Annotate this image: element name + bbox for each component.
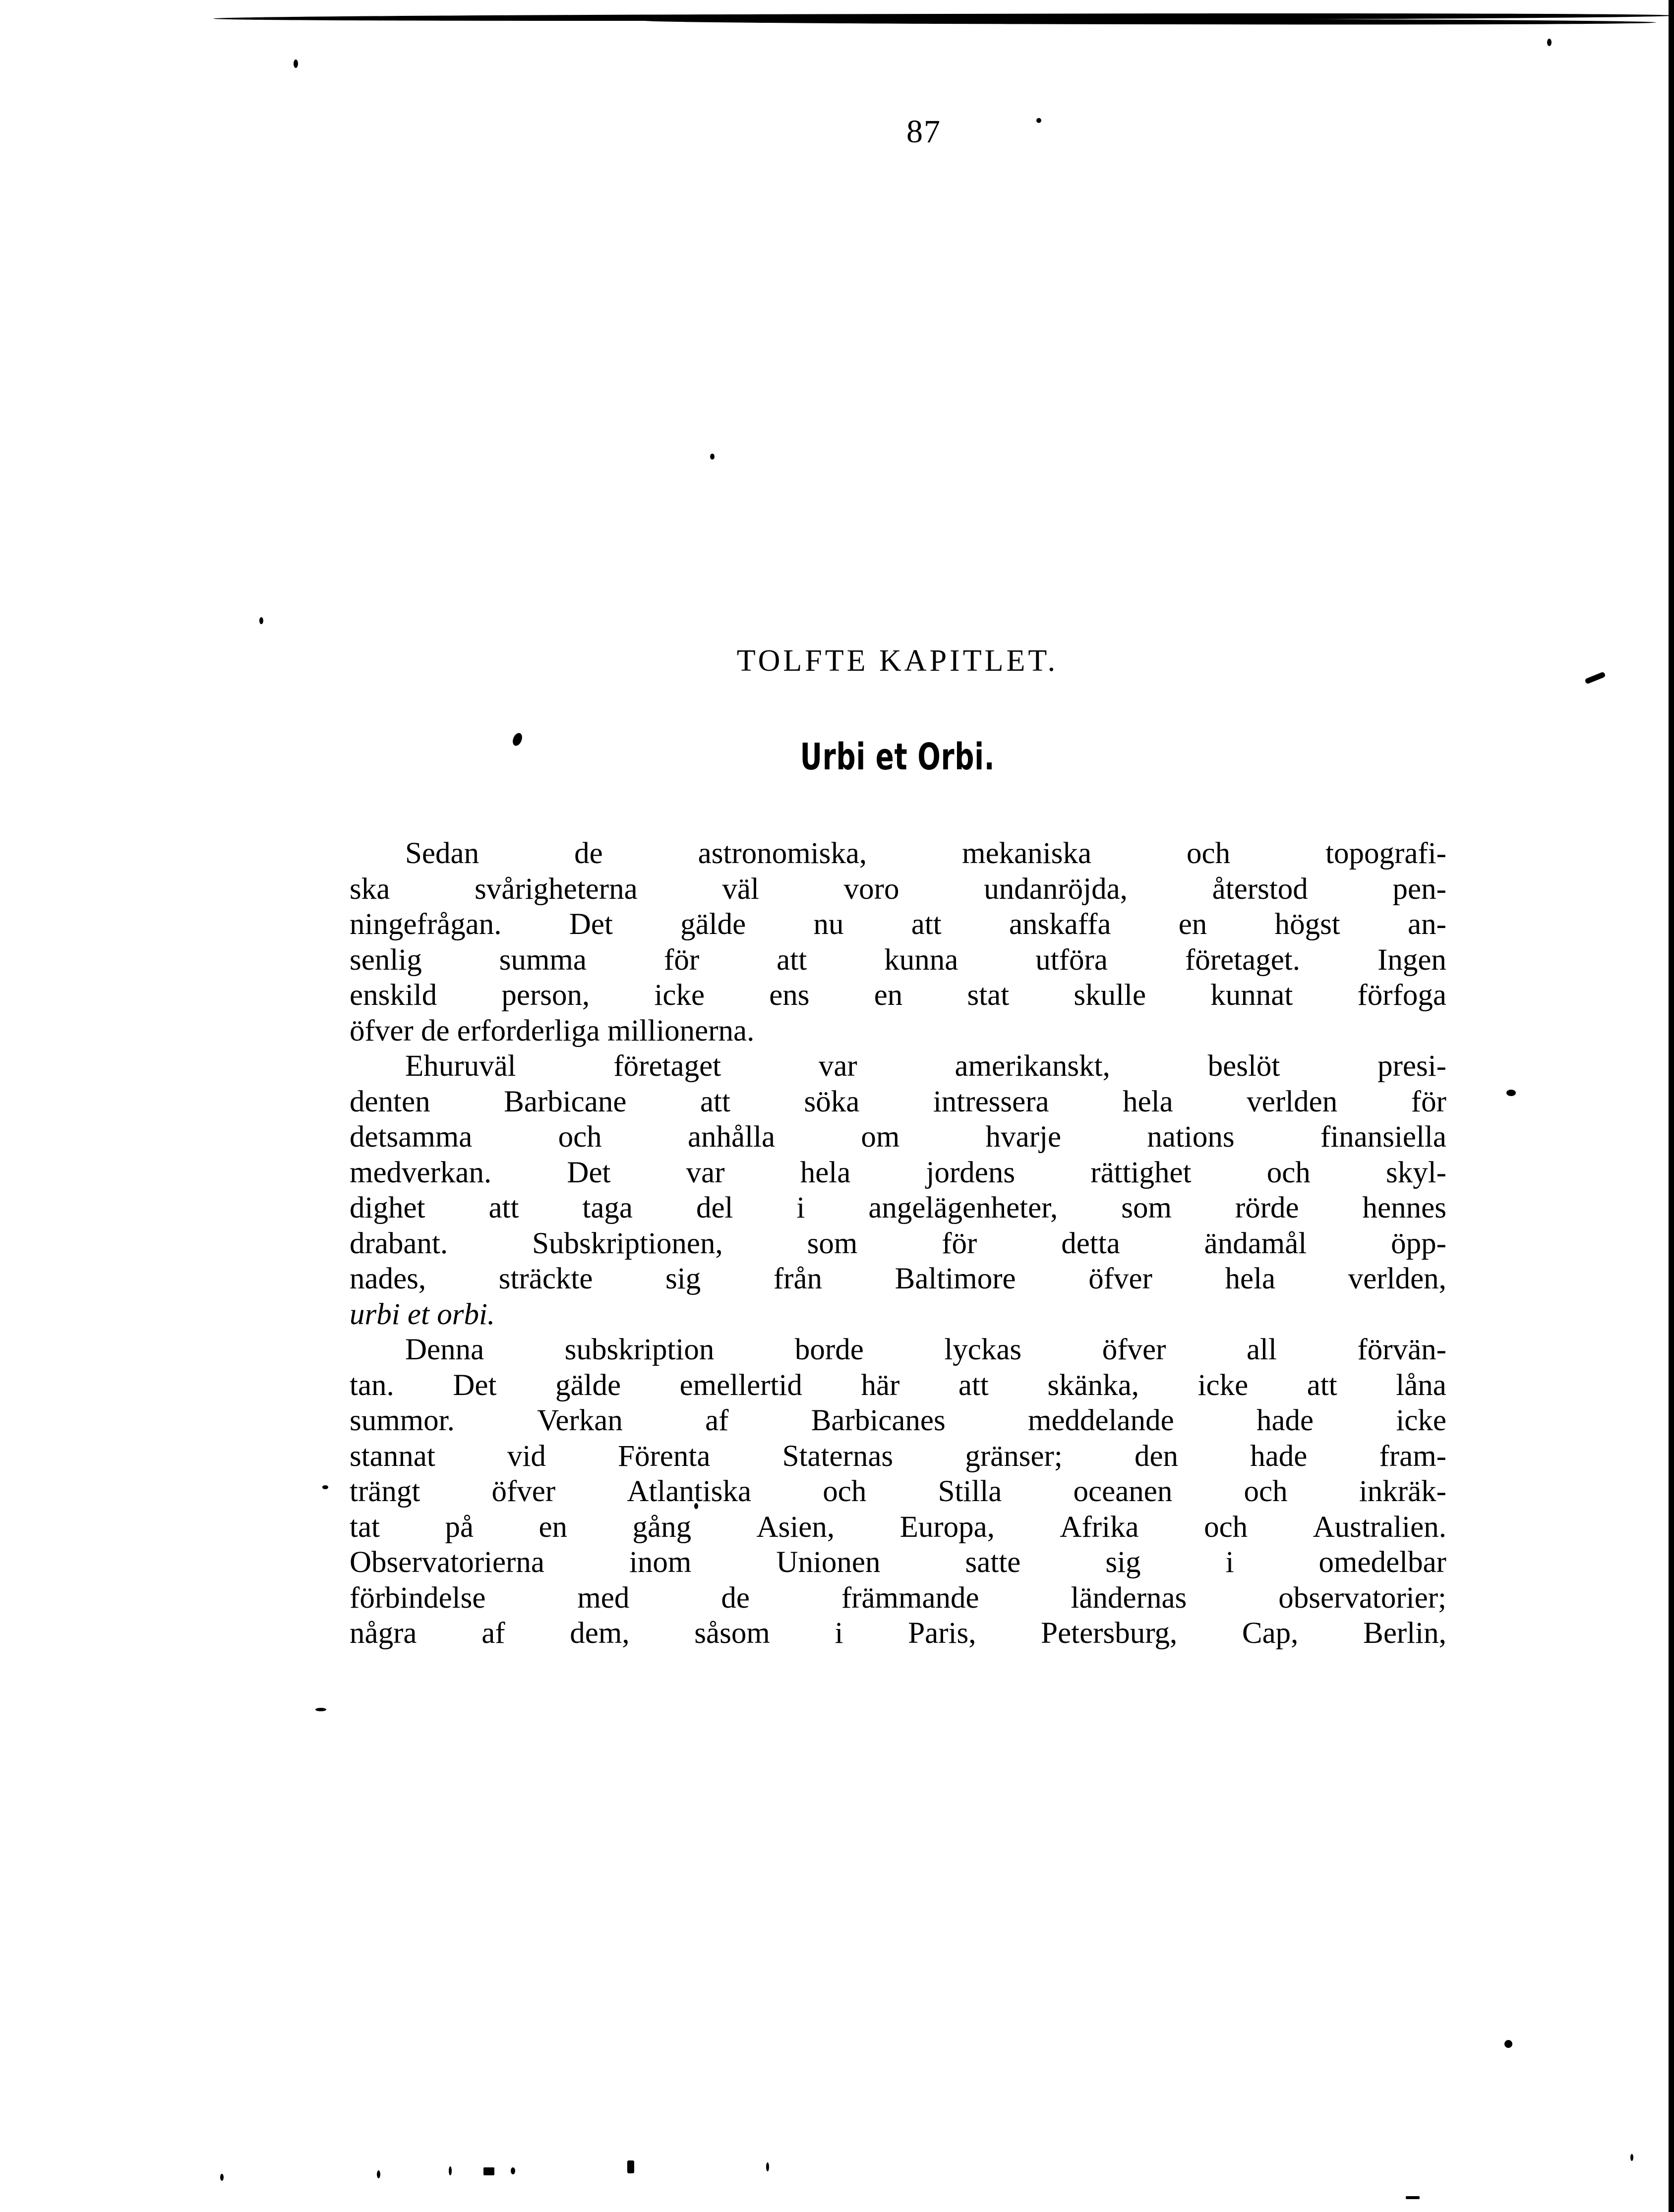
text-word: skulle	[1074, 979, 1146, 1012]
text-word: att	[911, 908, 942, 941]
text-word: vid	[507, 1439, 546, 1473]
text-word: Europa,	[899, 1510, 995, 1544]
text-word: var	[686, 1156, 725, 1189]
text-word: del	[696, 1191, 733, 1224]
text-word: på	[445, 1510, 474, 1544]
text-line	[350, 942, 1446, 978]
text-word: kunnat	[1210, 979, 1293, 1012]
text-word: öfver	[1088, 1262, 1152, 1295]
ink-speck	[766, 2162, 769, 2171]
text-word: hela	[800, 1156, 851, 1189]
text-word: urbi et orbi.	[350, 1297, 495, 1331]
page-number-value: 87	[906, 114, 941, 150]
paragraph	[350, 1048, 1446, 1332]
text-word: var	[818, 1049, 857, 1083]
text-line	[350, 1368, 1446, 1403]
text-word: för	[664, 943, 700, 977]
text-word: gång	[632, 1510, 692, 1544]
text-word: nades,	[350, 1262, 426, 1295]
text-word: gälde	[680, 908, 746, 941]
ink-speck	[322, 1485, 328, 1489]
text-word: och	[1244, 1475, 1288, 1508]
text-word: inom	[629, 1546, 692, 1579]
text-word: angelägenheter,	[868, 1191, 1058, 1224]
text-word: Petersburg,	[1041, 1617, 1178, 1650]
text-word: person,	[501, 979, 590, 1012]
text-line	[350, 1616, 1446, 1651]
text-word: rörde	[1235, 1191, 1299, 1224]
text-word: Berlin,	[1363, 1617, 1446, 1650]
ink-speck	[377, 2170, 380, 2178]
text-word: meddelande	[1028, 1404, 1174, 1437]
text-word: Asien,	[756, 1510, 835, 1544]
text-word: Staternas	[782, 1439, 894, 1473]
text-word: om	[861, 1120, 900, 1154]
text-line	[350, 1297, 1446, 1333]
text-word: Subskriptionen,	[532, 1226, 723, 1260]
text-word: fram-	[1379, 1439, 1446, 1473]
text-word: skyl-	[1385, 1156, 1446, 1189]
text-word: den	[1134, 1439, 1179, 1473]
text-word: att	[488, 1191, 519, 1224]
text-word: och	[1187, 837, 1231, 870]
text-word: i	[835, 1617, 843, 1650]
text-word: de	[574, 837, 603, 870]
text-line	[350, 1403, 1446, 1439]
text-word: icke	[1396, 1404, 1446, 1437]
text-word: förfoga	[1357, 979, 1446, 1012]
text-word: som	[1121, 1191, 1172, 1224]
text-word: de	[721, 1581, 750, 1615]
ink-speck	[1504, 2040, 1512, 2048]
text-word: här	[861, 1368, 900, 1402]
text-word: undanröjda,	[984, 872, 1128, 906]
text-word: Cap,	[1242, 1617, 1299, 1650]
text-word: amerikanskt,	[955, 1049, 1110, 1083]
ink-speck	[1630, 2154, 1633, 2161]
text-word: beslöt	[1207, 1049, 1280, 1083]
text-word: denten	[350, 1085, 430, 1118]
text-word: utföra	[1035, 943, 1108, 977]
text-word: en	[874, 979, 903, 1012]
text-word: Det	[567, 1156, 611, 1189]
text-word: lyckas	[944, 1333, 1022, 1366]
ink-speck	[511, 2167, 515, 2174]
ink-speck	[449, 2166, 452, 2175]
text-word: astronomiska,	[698, 837, 867, 870]
text-word: voro	[843, 872, 899, 906]
text-word: verlden,	[1348, 1262, 1446, 1295]
text-word: sträckte	[498, 1262, 593, 1295]
text-word: för	[942, 1226, 977, 1260]
text-word: söka	[804, 1085, 860, 1118]
text-word: i	[796, 1191, 805, 1224]
text-word: från	[773, 1262, 823, 1295]
text-line	[350, 1119, 1446, 1155]
text-word: rättighet	[1090, 1156, 1192, 1189]
text-word: Ehuruväl	[405, 1049, 516, 1083]
scan-edge-right-artifact	[1669, 0, 1674, 2212]
text-word: hela	[1123, 1085, 1173, 1118]
text-word: icke	[654, 979, 705, 1012]
text-word: detta	[1061, 1226, 1120, 1260]
text-word: att	[700, 1085, 730, 1118]
scan-edge-top-artifact-secondary	[645, 18, 1656, 25]
text-word: Ingen	[1377, 943, 1446, 977]
ink-speck	[294, 59, 298, 68]
text-word: öpp-	[1391, 1226, 1446, 1260]
ink-speck	[1584, 672, 1606, 685]
text-word: företaget	[613, 1049, 721, 1083]
text-word: ändamål	[1204, 1226, 1307, 1260]
text-word: öfver	[491, 1475, 556, 1508]
text-word: summa	[499, 943, 587, 977]
text-line	[350, 872, 1446, 907]
text-word: hade	[1256, 1404, 1314, 1437]
chapter-title: TOLFTE KAPITLET.	[736, 644, 1059, 678]
text-line	[350, 1084, 1446, 1120]
text-word: satte	[965, 1546, 1021, 1579]
text-word: svårigheterna	[475, 872, 638, 906]
text-word: väl	[722, 872, 759, 906]
section-title: Urbi et Orbi.	[800, 736, 995, 778]
text-word: Stilla	[938, 1475, 1002, 1508]
text-word: icke	[1197, 1368, 1249, 1402]
text-word: finansiella	[1320, 1120, 1446, 1154]
text-word: observatorier;	[1278, 1581, 1446, 1615]
text-word: intressera	[933, 1085, 1049, 1118]
text-line	[350, 1580, 1446, 1616]
text-word: främmande	[841, 1581, 979, 1615]
text-word: Barbicane	[504, 1085, 627, 1118]
paragraph	[350, 836, 1446, 1048]
text-word: att	[1307, 1368, 1337, 1402]
text-line	[350, 907, 1446, 942]
text-line	[350, 1013, 1446, 1049]
text-word: nu	[813, 908, 844, 941]
text-word: några	[350, 1617, 417, 1650]
text-word: jordens	[926, 1156, 1016, 1189]
text-word: och	[558, 1120, 602, 1154]
text-line	[350, 1474, 1446, 1510]
text-word: af	[705, 1404, 729, 1437]
text-word: Verkan	[537, 1404, 623, 1437]
text-word: och	[823, 1475, 867, 1508]
text-word: Sedan	[405, 837, 479, 870]
text-line	[350, 1261, 1446, 1297]
text-word: hade	[1250, 1439, 1308, 1473]
text-line	[350, 1439, 1446, 1474]
text-word: Förenta	[618, 1439, 711, 1473]
ink-speck	[483, 2167, 494, 2175]
text-line	[350, 1048, 1446, 1084]
text-word: sig	[1105, 1546, 1141, 1579]
text-word: Unionen	[776, 1546, 881, 1579]
text-line	[350, 1226, 1446, 1262]
text-line	[350, 1510, 1446, 1545]
text-word: enskild	[350, 979, 437, 1012]
text-line	[350, 1332, 1446, 1368]
ink-speck	[220, 2174, 224, 2181]
text-word: an-	[1408, 908, 1446, 941]
text-word: i	[1225, 1546, 1234, 1579]
text-word: en	[538, 1510, 568, 1544]
text-word: hela	[1225, 1262, 1276, 1295]
text-word: dem,	[570, 1617, 630, 1650]
text-word: en	[1178, 908, 1207, 941]
text-word: Denna	[405, 1333, 484, 1366]
text-word: medverkan.	[350, 1156, 492, 1189]
text-word: att	[958, 1368, 989, 1402]
text-word: som	[807, 1226, 858, 1260]
text-word: kunna	[884, 943, 958, 977]
body-text-block	[350, 836, 1446, 1651]
text-word: och	[1266, 1156, 1311, 1189]
text-word: stannat	[350, 1439, 435, 1473]
text-word: summor.	[350, 1404, 455, 1437]
text-word: hvarje	[985, 1120, 1062, 1154]
text-word: inkräk-	[1359, 1475, 1446, 1508]
text-word: och	[1204, 1510, 1248, 1544]
text-word: företaget.	[1185, 943, 1300, 977]
text-word: ens	[769, 979, 810, 1012]
text-word: emellertid	[679, 1368, 802, 1402]
text-word: mekaniska	[962, 837, 1092, 870]
text-word: borde	[794, 1333, 864, 1366]
text-word: stat	[967, 979, 1010, 1012]
ink-speck	[259, 617, 263, 624]
text-word: presi-	[1377, 1049, 1446, 1083]
text-word: gränser;	[965, 1439, 1063, 1473]
text-word: anhålla	[687, 1120, 776, 1154]
text-word: skänka,	[1047, 1368, 1139, 1402]
text-word: förvän-	[1357, 1333, 1446, 1366]
text-word: nations	[1147, 1120, 1235, 1154]
text-word: med	[577, 1581, 630, 1615]
text-word: Det	[569, 908, 613, 941]
text-word: detsamma	[350, 1120, 473, 1154]
text-word: ningefrågan.	[350, 908, 502, 941]
text-word: Atlantiska	[627, 1475, 752, 1508]
text-word: dighet	[350, 1191, 425, 1224]
text-word: trängt	[350, 1475, 420, 1508]
text-word: oceanen	[1073, 1475, 1173, 1508]
page-number	[0, 113, 1674, 151]
text-word: ska	[350, 872, 390, 906]
text-line	[350, 1155, 1446, 1191]
text-word: öfver de erforderliga millionerna.	[350, 1014, 755, 1048]
text-word: Barbicanes	[811, 1404, 946, 1437]
text-word: subskription	[564, 1333, 715, 1366]
ink-speck	[315, 1708, 326, 1711]
text-word: topografi-	[1325, 837, 1446, 870]
text-word: senlig	[350, 943, 422, 977]
text-word: att	[777, 943, 807, 977]
text-word: tan.	[350, 1368, 394, 1402]
text-word: omedelbar	[1318, 1546, 1446, 1579]
text-word: drabant.	[350, 1226, 448, 1260]
text-line	[350, 1190, 1446, 1226]
text-word: låna	[1396, 1368, 1446, 1402]
text-word: såsom	[694, 1617, 770, 1650]
text-word: gälde	[555, 1368, 621, 1402]
text-word: Det	[453, 1368, 497, 1402]
text-word: pen-	[1392, 872, 1446, 906]
text-word: ländernas	[1071, 1581, 1187, 1615]
text-line	[350, 836, 1446, 872]
ink-speck	[627, 2160, 634, 2173]
text-word: öfver	[1102, 1333, 1166, 1366]
text-word: sig	[665, 1262, 701, 1295]
text-word: hennes	[1362, 1191, 1446, 1224]
text-word: tat	[350, 1510, 380, 1544]
text-word: Paris,	[908, 1617, 976, 1650]
ink-speck	[1506, 1090, 1516, 1096]
text-word: Baltimore	[895, 1262, 1016, 1295]
text-word: anskaffa	[1009, 908, 1111, 941]
ink-speck	[1406, 2196, 1420, 2199]
text-line	[350, 1545, 1446, 1580]
text-word: verlden	[1247, 1085, 1338, 1118]
text-word: Australien.	[1313, 1510, 1446, 1544]
ink-speck	[1547, 39, 1552, 46]
text-word: högst	[1274, 908, 1340, 941]
text-word: taga	[582, 1191, 633, 1224]
text-word: förbindelse	[350, 1581, 486, 1615]
text-word: återstod	[1212, 872, 1308, 906]
text-word: af	[481, 1617, 505, 1650]
ink-speck	[710, 454, 715, 460]
text-word: för	[1411, 1085, 1446, 1118]
text-word: Observatorierna	[350, 1546, 544, 1579]
text-word: all	[1246, 1333, 1277, 1366]
paragraph	[350, 1332, 1446, 1651]
text-line	[350, 978, 1446, 1013]
text-word: Afrika	[1060, 1510, 1139, 1544]
